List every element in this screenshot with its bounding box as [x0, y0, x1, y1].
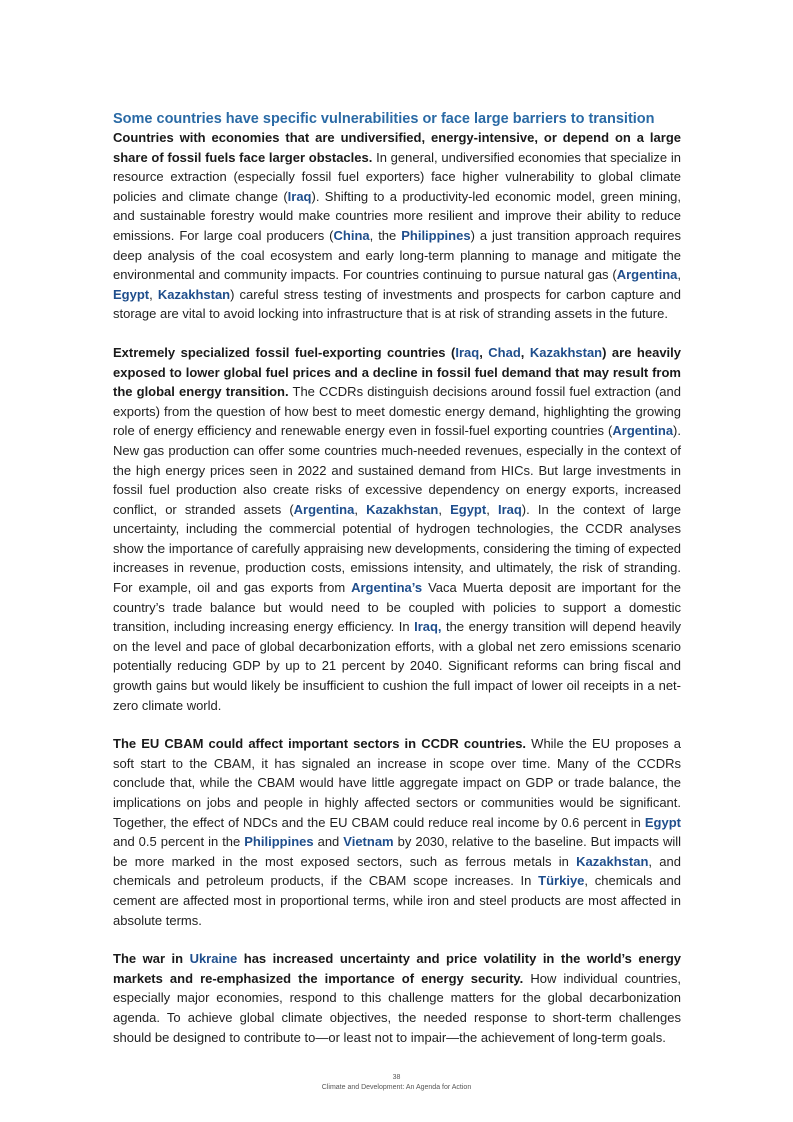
country-name: Egypt — [450, 501, 487, 517]
country-name: China — [333, 227, 370, 243]
bold-lead-text: ) are heavily exposed to lower global fuel prices and a decline in fossil fuel demand that may result from the global energy transition. — [113, 344, 681, 400]
body-text: ). New gas production can offer some countries much-needed revenues, especially in the context of the high energy prices seen in 2022 and sustained demand from HICs. But large investments in fossil fuel production also create risks of excessive dependency on energy exports, increased conflict, or stranded assets ( — [113, 423, 681, 517]
bold-lead-text: Countries with economies that are undiversified, energy-intensive, or depend on a large share of fossil fuels face larger obstacles. — [113, 130, 681, 165]
body-text: by 2030, relative to the baseline. But impacts will be more marked in the most exposed sectors, such as ferrous metals in — [113, 834, 681, 869]
bold-lead-text: Extremely specialized fossil fuel-exporting countries ( — [113, 344, 456, 360]
page-body — [113, 110, 681, 1066]
country-name: Iraq — [455, 344, 480, 360]
country-name: Ukraine — [189, 951, 238, 967]
body-text: , — [149, 286, 158, 302]
country-name: Argentina’s — [351, 580, 423, 596]
body-text: Vaca Muerta deposit are important for the country’s trade balance but would need to be coupled with policies to support a domestic transition, including increasing energy efficiency. In — [113, 580, 681, 635]
country-name: Vietnam — [343, 834, 394, 850]
body-text: ). Shifting to a productivity-led economic model, green mining, and sustainable forestry would make countries more resilient and improve their ability to reduce emissions. For large coal producers ( — [113, 188, 681, 243]
country-name: Egypt — [113, 286, 150, 302]
bold-lead-text: The war in — [113, 951, 190, 967]
body-text: ) a just transition approach requires deep analysis of the coal ecosystem and early long-term planning to manage and mitigate the environmental and community impacts. For countries continuing to pursue natural gas ( — [113, 227, 681, 283]
bold-lead-text: , — [520, 344, 530, 360]
body-text: ). In the context of large uncertainty, including the commercial potential of hydrogen technologies, the CCDR analyses show the importance of carefully appraising new developments, considering the timing of expected increases in revenue, production costs, emissions intensity, and ultimately, the risk of stranding. For example, oil and gas exports from — [113, 501, 681, 596]
country-name: Kazakhstan — [529, 344, 603, 360]
body-text: , chemicals and cement are affected most in proportional terms, while iron and steel products are most affected in absolute terms. — [113, 873, 681, 928]
body-text: ) careful stress testing of investments and prospects for carbon capture and storage are vital to avoid locking into infrastructure that is at risk of stranding assets in the future. — [113, 286, 681, 322]
paragraph-fossil-fuel-exporters — [113, 343, 681, 715]
country-name: Iraq — [497, 501, 522, 517]
body-text: In general, undiversified economies that specialize in resource extraction (especially fossil fuel exporters) face higher vulnerability to global climate policies and climate change ( — [113, 149, 682, 204]
country-name: Kazakhstan — [366, 501, 439, 517]
country-name: Iraq — [287, 188, 312, 204]
country-name: Egypt — [644, 814, 681, 830]
body-text: , — [486, 501, 498, 517]
section-heading: Some countries have specific vulnerabilities or face large barriers to transition — [113, 111, 655, 127]
country-name: Iraq, — [414, 619, 442, 635]
paragraph-eu-cbam — [113, 734, 681, 930]
country-name: Türkiye — [538, 873, 585, 889]
body-text: , — [438, 501, 451, 517]
body-text: the energy transition will depend heavily on the level and pace of global decarbonization efforts, with a global net zero emissions scenario potentially reducing GDP by up to 21 percent by 2040. Significant reforms can bring fiscal and growth gains but would likely be insufficient to cushion the full impact of lower oil receipts in a net-zero climate world. — [113, 619, 681, 713]
paragraph-war-in-ukraine — [113, 949, 681, 1047]
body-text: How individual countries, especially major economies, respond to this challenge matters for the global decarbonization agenda. To achieve global climate objectives, the needed response to short-term challenges should be designed to contribute to—or least not to impair—the achievement of long-term goals. — [113, 970, 681, 1045]
country-name: Argentina — [293, 501, 355, 517]
country-name: Kazakhstan — [576, 853, 649, 869]
body-text: While the EU proposes a soft start to the CBAM, it has signaled an increase in scope over time. Many of the CCDRs conclude that, while the CBAM would have little aggregate impact on GDP or trade balance, the implications on jobs and people in highly affected sectors or communities would be significant. Together, the effect of NDCs and the EU CBAM could reduce real income by 0.6 percent in — [113, 736, 682, 830]
body-text: , — [354, 501, 367, 517]
page-footer — [0, 1073, 793, 1093]
document-title: Climate and Development: An Agenda for Action — [321, 1084, 472, 1091]
body-text: , and chemicals and petroleum products, if the CBAM scope increases. In — [113, 853, 681, 889]
bold-lead-text: The EU CBAM could affect important sectors in CCDR countries. — [113, 736, 527, 752]
country-name: Kazakhstan — [157, 286, 231, 302]
body-text: , — [677, 267, 681, 283]
body-text: and — [313, 834, 344, 850]
country-name: Argentina — [616, 267, 678, 283]
country-name: Philippines — [401, 227, 471, 243]
country-name: Chad — [488, 344, 521, 360]
body-text: , the — [369, 227, 402, 243]
bold-lead-text: has increased uncertainty and price volatility in the world’s energy markets and re-emphasized the importance of energy security. — [113, 951, 682, 986]
body-text: The CCDRs distinguish decisions around fossil fuel extraction (and exports) from the question of how best to meet domestic energy demand, highlighting the growing role of energy efficiency and renewable energy even in fossil-fuel exporting countries ( — [113, 384, 681, 439]
bold-lead-text: , — [479, 344, 489, 360]
country-name: Argentina — [612, 423, 674, 439]
paragraph-undiversified-economies — [113, 128, 681, 324]
page-number: 38 — [392, 1074, 401, 1081]
body-text: and 0.5 percent in the — [113, 834, 245, 850]
country-name: Philippines — [244, 834, 314, 850]
